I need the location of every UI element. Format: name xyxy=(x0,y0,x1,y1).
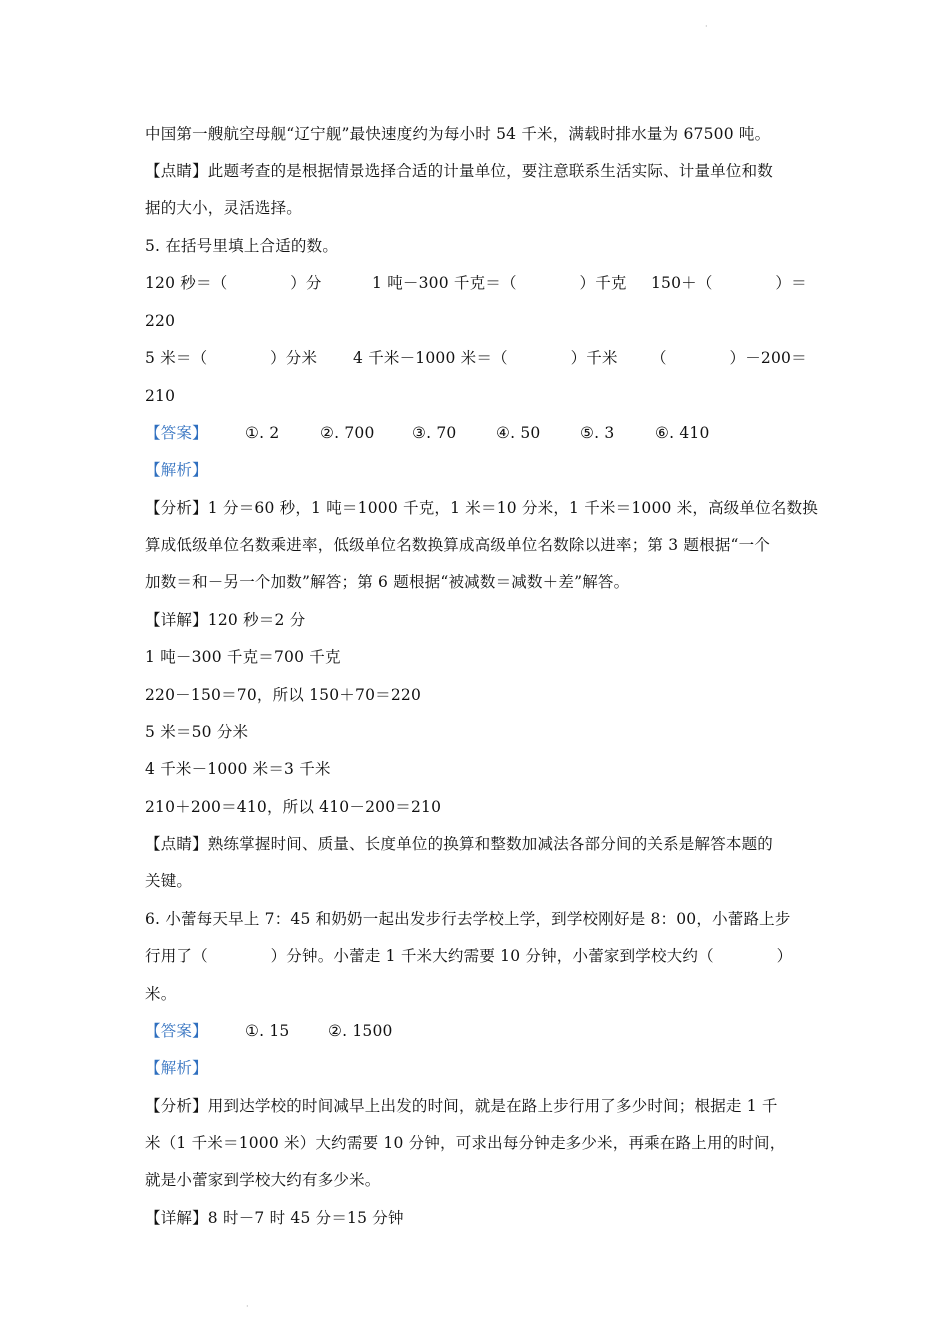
blank-addition: 150＋（ ）＝ xyxy=(651,274,807,292)
paragraph-line: 1 吨－300 千克＝700 千克 xyxy=(145,648,341,666)
answer-item: ⑤. 3 xyxy=(580,424,615,442)
answer-item: ③. 70 xyxy=(412,424,457,442)
paragraph-line: 220－150＝70，所以 150＋70＝220 xyxy=(145,686,422,704)
paragraph-line: 【点睛】此题考查的是根据情景选择合适的计量单位，要注意联系生活实际、计量单位和数 xyxy=(145,162,774,180)
footer-mark: · xyxy=(246,1302,249,1311)
paragraph-line: 就是小蕾家到学校大约有多少米。 xyxy=(145,1171,381,1189)
corner-mark: · xyxy=(705,22,708,31)
paragraph-line: 米。 xyxy=(145,985,177,1003)
blank-subtraction: （ ）－200＝ xyxy=(651,349,807,367)
paragraph-line: 中国第一艘航空母舰“辽宁舰”最快速度约为每小时 54 千米，满载时排水量为 67500 吨。 xyxy=(145,125,771,143)
answer-label: 【答案】 xyxy=(145,1022,208,1040)
answer-item: ②. 700 xyxy=(320,424,375,442)
paragraph-line: 米（1 千米＝1000 米）大约需要 10 分钟，可求出每分钟走多少米，再乘在路上用的时间， xyxy=(145,1134,786,1152)
paragraph-line: 【详解】120 秒＝2 分 xyxy=(145,611,306,629)
blank-seconds-to-minutes: 120 秒＝（ ）分 xyxy=(145,274,322,292)
paragraph-line: 【点睛】熟练掌握时间、质量、长度单位的换算和整数加减法各部分间的关系是解答本题的 xyxy=(145,835,774,853)
paragraph-line: 210 xyxy=(145,387,176,405)
answer-item: ①. 15 xyxy=(245,1022,290,1040)
paragraph-line: 【详解】8 时－7 时 45 分＝15 分钟 xyxy=(145,1209,404,1227)
paragraph-line: 210＋200＝410，所以 410－200＝210 xyxy=(145,798,442,816)
paragraph-line: 算成低级单位名数乘进率，低级单位名数换算成高级单位名数除以进率；第 3 题根据“一个 xyxy=(145,536,771,554)
answer-label: 【答案】 xyxy=(145,424,208,442)
paragraph-line: 【分析】1 分＝60 秒，1 吨＝1000 千克，1 米＝10 分米，1 千米＝1000 米，高级单位名数换 xyxy=(145,499,819,517)
paragraph-line: 【分析】用到达学校的时间减早上出发的时间，就是在路上步行用了多少时间；根据走 1 千 xyxy=(145,1097,778,1115)
answer-item: ⑥. 410 xyxy=(655,424,710,442)
paragraph-line: 关键。 xyxy=(145,872,193,890)
paragraph-line: 行用了（ ）分钟。小蕾走 1 千米大约需要 10 分钟，小蕾家到学校大约（ ） xyxy=(145,947,793,965)
answer-item: ④. 50 xyxy=(496,424,541,442)
analysis-label: 【解析】 xyxy=(145,1059,208,1077)
paragraph-line: 4 千米－1000 米＝3 千米 xyxy=(145,760,331,778)
paragraph-line: 加数＝和－另一个加数”解答；第 6 题根据“被减数＝减数＋差”解答。 xyxy=(145,573,630,591)
paragraph-line: 据的大小，灵活选择。 xyxy=(145,199,303,217)
question-6-title: 6. 小蕾每天早上 7：45 和奶奶一起出发步行去学校上学，到学校刚好是 8：00，小蕾路上步 xyxy=(145,910,791,928)
paragraph-line: 220 xyxy=(145,312,176,330)
question-5-title: 5. 在括号里填上合适的数。 xyxy=(145,237,339,255)
analysis-label: 【解析】 xyxy=(145,461,208,479)
answer-item: ②. 1500 xyxy=(328,1022,393,1040)
blank-km-minus-m: 4 千米－1000 米＝（ ）千米 xyxy=(353,349,618,367)
blank-meters-to-decimeters: 5 米＝（ ）分米 xyxy=(145,349,318,367)
answer-item: ①. 2 xyxy=(245,424,280,442)
blank-ton-minus-kg: 1 吨－300 千克＝（ ）千克 xyxy=(372,274,627,292)
paragraph-line: 5 米＝50 分米 xyxy=(145,723,249,741)
